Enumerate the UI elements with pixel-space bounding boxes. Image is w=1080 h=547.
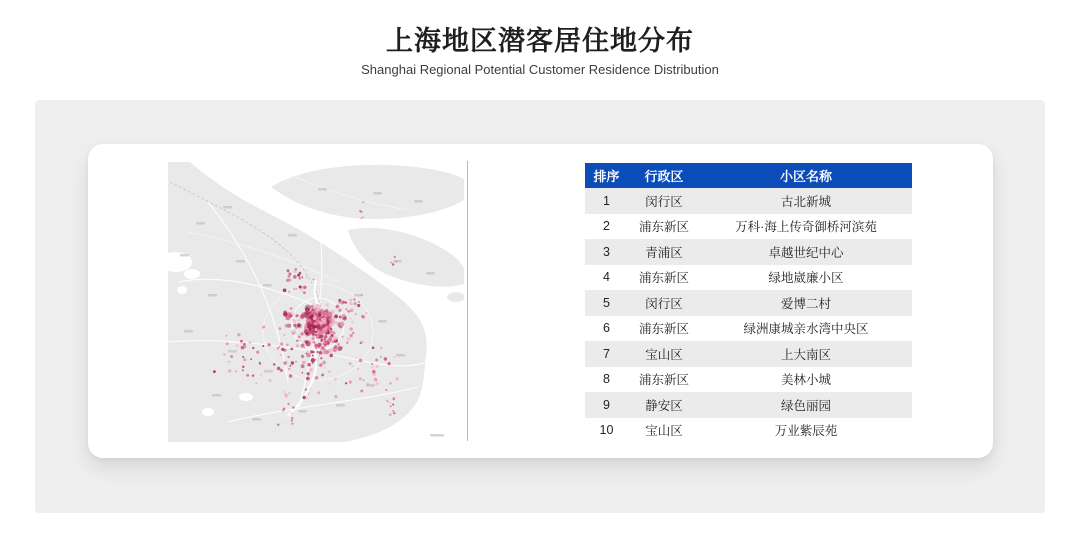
community-cell: 美林小城 [780,373,831,388]
content-panel [35,100,1045,513]
table-row [585,418,912,444]
district-cell: 宝山区 [628,341,700,367]
page-subtitle: Shanghai Regional Potential Customer Residence Distribution [361,62,719,77]
shanghai-base-map [168,162,464,442]
rank-cell: 2 [603,219,610,234]
table-row [585,214,912,240]
page-title: 上海地区潜客居住地分布 [386,26,694,56]
map-attribution [430,434,444,437]
rank-cell: 7 [585,341,628,367]
rank-cell: 8 [603,372,610,387]
table-row [585,290,912,316]
district-cell: 闵行区 [628,290,700,316]
rank-cell: 1 [585,188,628,214]
rank-cell: 10 [599,423,614,438]
community-cell: 万业紫辰苑 [774,424,838,439]
district-cell: 宝山区 [645,424,683,439]
district-cell: 青浦区 [628,239,700,265]
table-row [585,392,912,418]
table-row [585,341,912,367]
content-card [88,144,993,458]
table-row [585,316,912,342]
table-row [585,265,912,291]
district-cell: 浦东新区 [638,322,689,337]
district-cell: 闵行区 [628,188,700,214]
shanghai-map-viewport[interactable] [168,162,464,442]
district-cell: 静安区 [628,392,700,418]
community-cell: 绿洲康城亲水湾中央区 [743,322,869,337]
community-cell: 卓越世纪中心 [700,239,912,265]
rank-cell: 6 [603,321,610,336]
community-cell: 爱博二村 [700,290,912,316]
ranking-table [585,163,912,443]
rank-cell: 5 [585,290,628,316]
community-cell: 上大南区 [700,341,912,367]
column-header-district: 行政区 [628,163,700,188]
district-cell: 浦东新区 [638,373,689,388]
column-header-community: 小区名称 [700,163,912,188]
district-cell: 浦东新区 [638,271,689,286]
table-row [585,239,912,265]
community-cell: 古北新城 [700,188,912,214]
page-header [0,26,1080,77]
community-cell: 万科·海上传奇御桥河滨苑 [735,220,877,235]
map-frame-border [467,161,468,441]
community-cell: 绿地崴廉小区 [768,271,844,286]
district-cell: 浦东新区 [638,220,689,235]
table-header-row [585,163,912,188]
rank-cell: 3 [585,239,628,265]
rank-cell: 9 [585,392,628,418]
table-row [585,188,912,214]
table-row [585,367,912,393]
community-cell: 绿色丽园 [700,392,912,418]
rank-cell: 4 [603,270,610,285]
column-header-rank: 排序 [585,163,628,188]
